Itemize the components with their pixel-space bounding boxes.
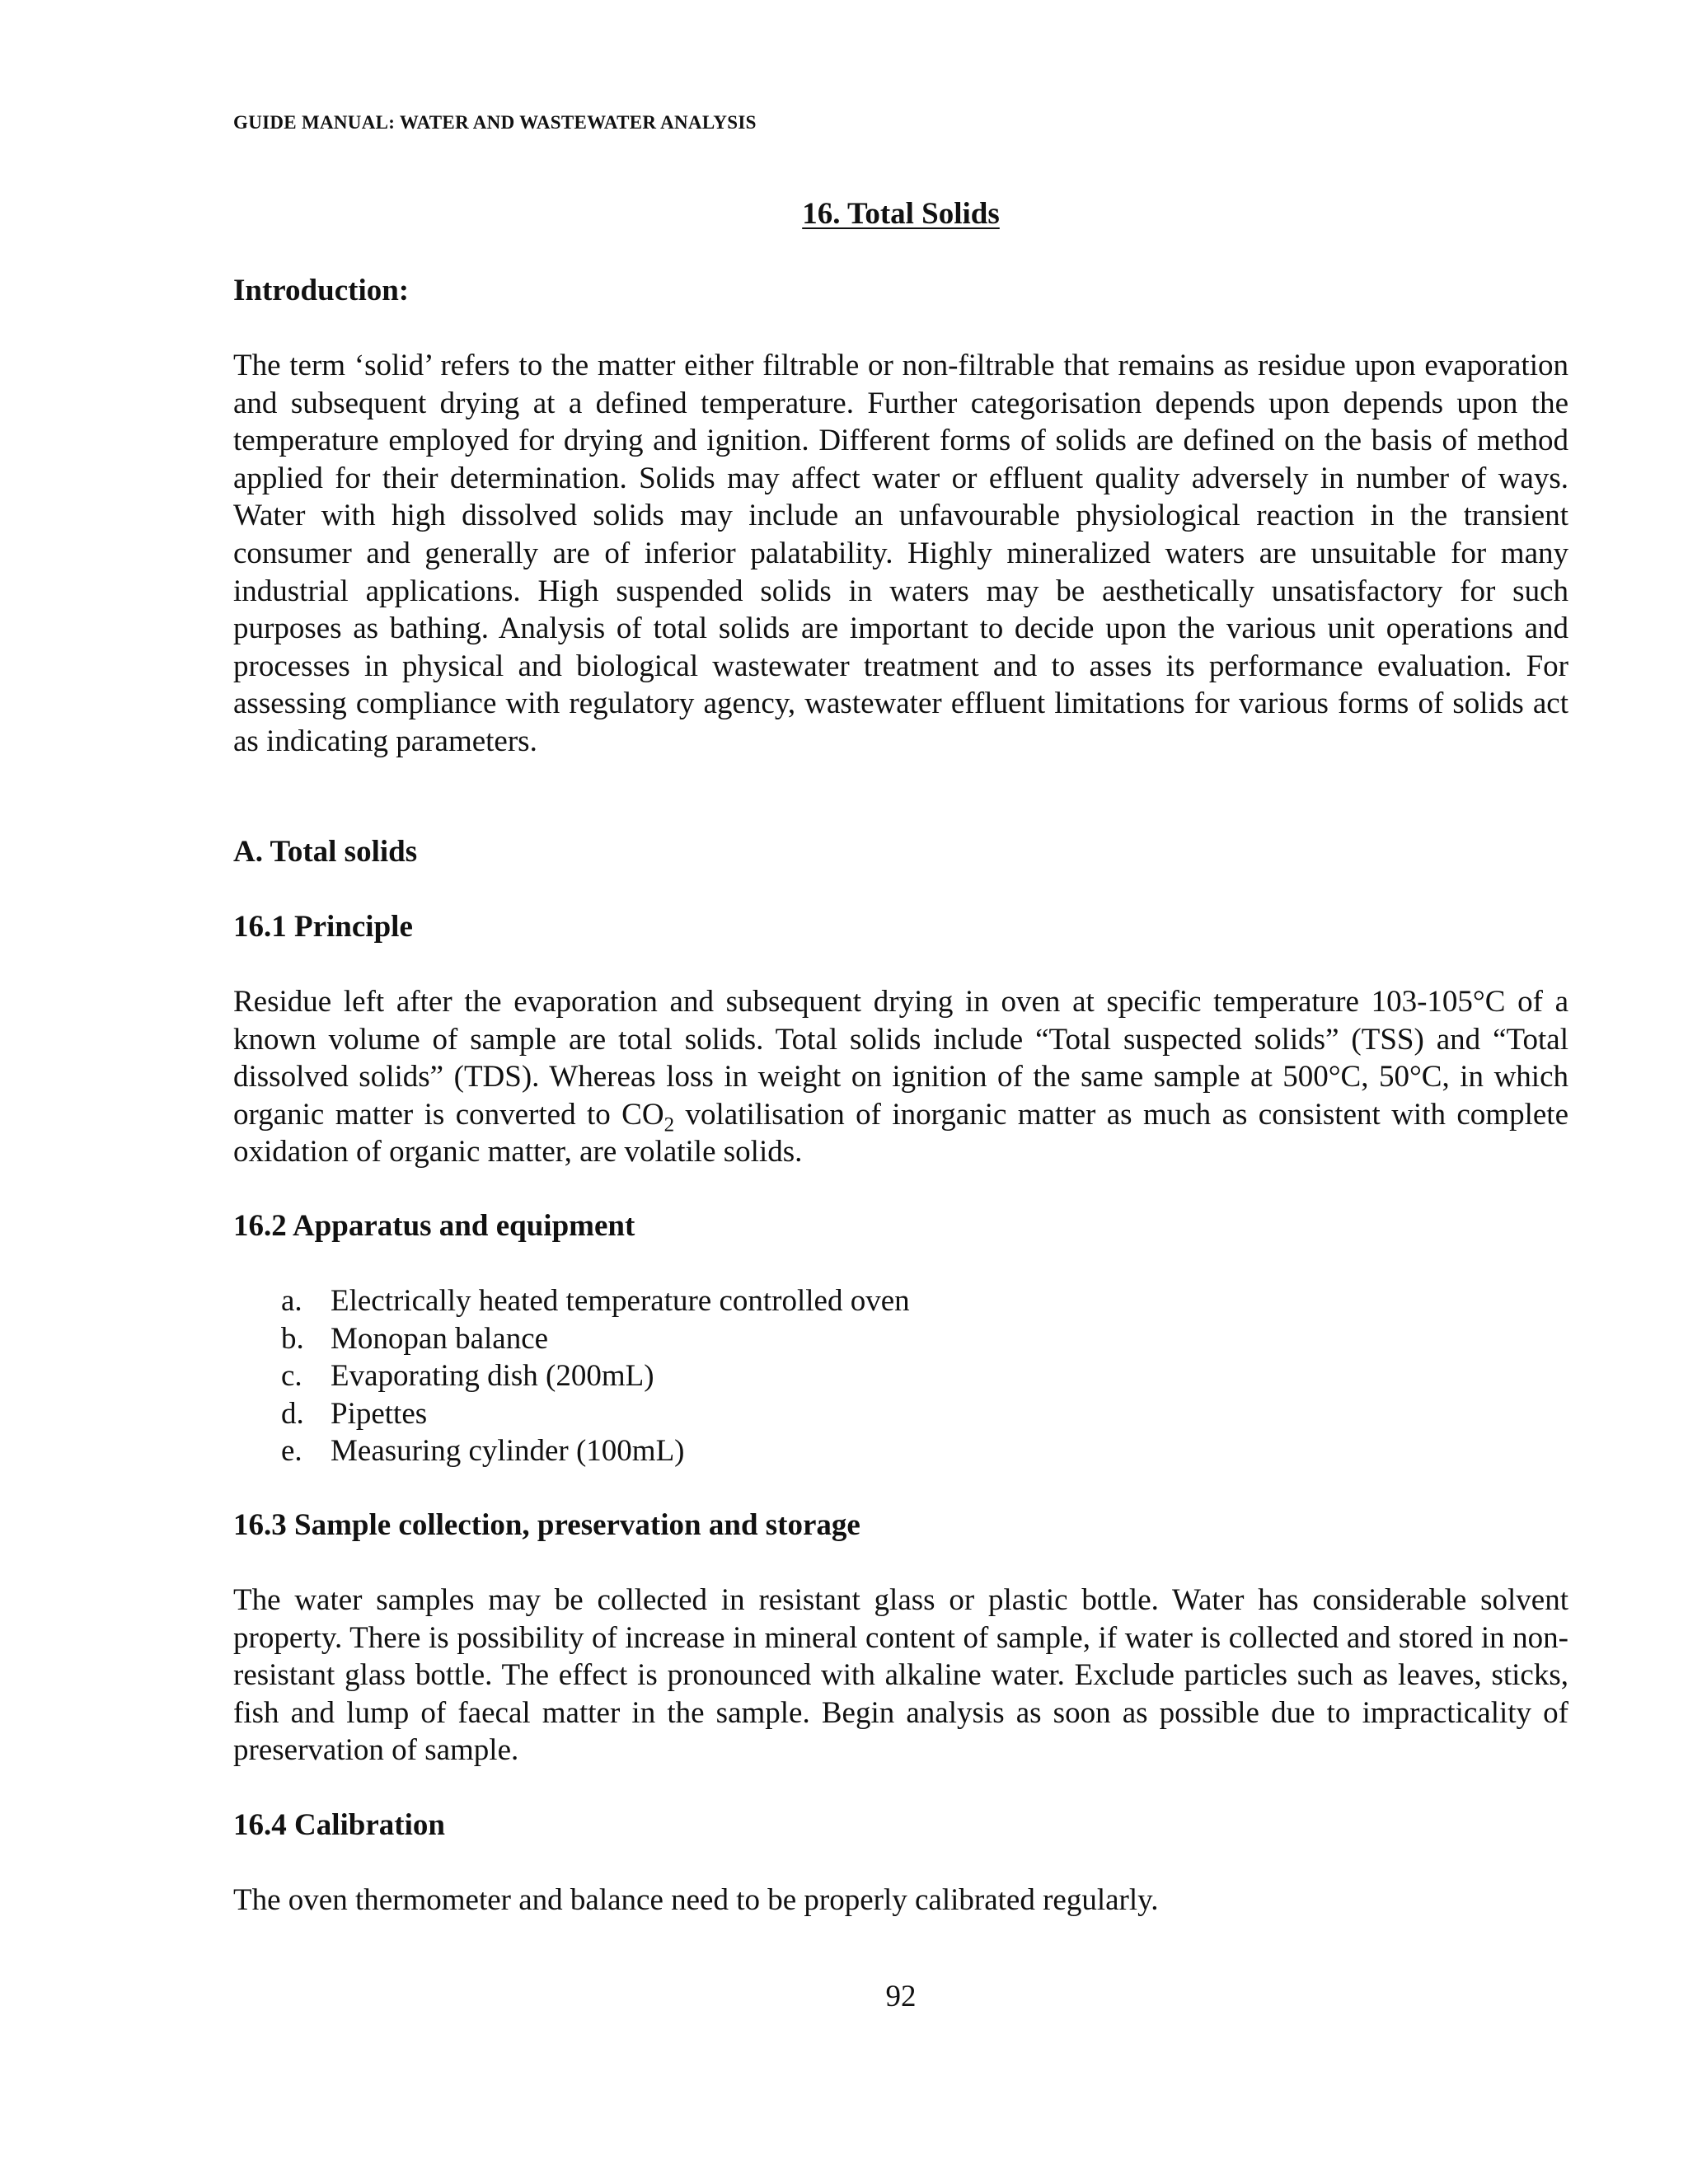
list-marker: a.: [281, 1284, 302, 1318]
list-item-text: Monopan balance: [331, 1321, 549, 1356]
list-item: [233, 1282, 910, 1320]
list-marker: c.: [281, 1359, 302, 1394]
sample-collection-paragraph: The water samples may be collected in resistant glass or plastic bottle. Water has considerable solvent property. There is possibility of increase in mineral content of sample, if water is collected and stored in non-resistant glass bottle. The effect is pronounced with alkaline water. Exclude particles such as leaves, sticks, fish and lump of faecal matter in the sample. Begin analysis as soon as possible due to impracticality of preservation of sample.: [233, 1583, 1568, 1768]
calibration-paragraph: The oven thermometer and balance need to be properly calibrated regularly.: [233, 1883, 1159, 1917]
principle-text-part-1: Residue left after the evaporation and subsequent drying in oven at specific temperature 103-105°C of a known volume of sample are total solids. Total solids include “Total suspected solids” (TSS) and “Total dissolved solids” (TDS). Whereas loss in weight on ignition of the same sample at 500°C, 50°C, in which organic matter is converted to CO: [233, 985, 1568, 1132]
introduction-paragraph: The term ‘solid’ refers to the matter either filtrable or non-filtrable that remains as residue upon evaporation and subsequent drying at a defined temperature. Further categorisation depends upon depends upon the temperature employed for drying and ignition. Different forms of solids are defined on the basis of method applied for their determination. Solids may affect water or effluent quality adversely in number of ways. Water with high dissolved solids may include an unfavourable physiological reaction in the transient consumer and generally are of inferior palatability. Highly mineralized waters are unsuitable for many industrial applications. High suspended solids in waters may be aesthetically unsatisfactory for such purposes as bathing. Analysis of total solids are important to decide upon the various unit operations and processes in physical and biological wastewater treatment and to asses its performance evaluation. For assessing compliance with regulatory agency, wastewater effluent limitations for various forms of solids act as indicating parameters.: [233, 349, 1568, 758]
chapter-title: [233, 195, 1568, 233]
list-marker: e.: [281, 1434, 302, 1469]
apparatus-list: [233, 1282, 910, 1470]
page-number: 92: [885, 1980, 917, 2013]
list-item-text: Pipettes: [331, 1396, 428, 1431]
apparatus-heading: 16.2 Apparatus and equipment: [233, 1209, 635, 1243]
list-item: [233, 1320, 910, 1358]
sample-collection-heading: 16.3 Sample collection, preservation and storage: [233, 1508, 860, 1542]
list-marker: b.: [281, 1321, 304, 1356]
list-item: [233, 1432, 910, 1470]
co2-subscript: 2: [663, 1113, 675, 1137]
running-header: GUIDE MANUAL: WATER AND WASTEWATER ANALYSIS: [233, 112, 757, 133]
chapter-title-text: 16. Total Solids: [802, 197, 1000, 231]
list-item: [233, 1357, 910, 1395]
calibration-heading: 16.4 Calibration: [233, 1808, 445, 1842]
introduction-heading: Introduction:: [233, 274, 410, 307]
list-item-text: Evaporating dish (200mL): [331, 1359, 654, 1394]
list-item-text: Measuring cylinder (100mL): [331, 1434, 685, 1469]
section-a-heading: A. Total solids: [233, 835, 418, 869]
principle-heading: 16.1 Principle: [233, 910, 413, 944]
principle-paragraph: [233, 983, 1568, 1171]
list-marker: d.: [281, 1396, 304, 1431]
list-item-text: Electrically heated temperature controlled oven: [331, 1284, 910, 1318]
list-item: [233, 1395, 910, 1433]
principle-text-part-2: volatilisation of inorganic matter as much as consistent with complete oxidation of organic matter, are volatile solids.: [233, 1097, 1568, 1169]
